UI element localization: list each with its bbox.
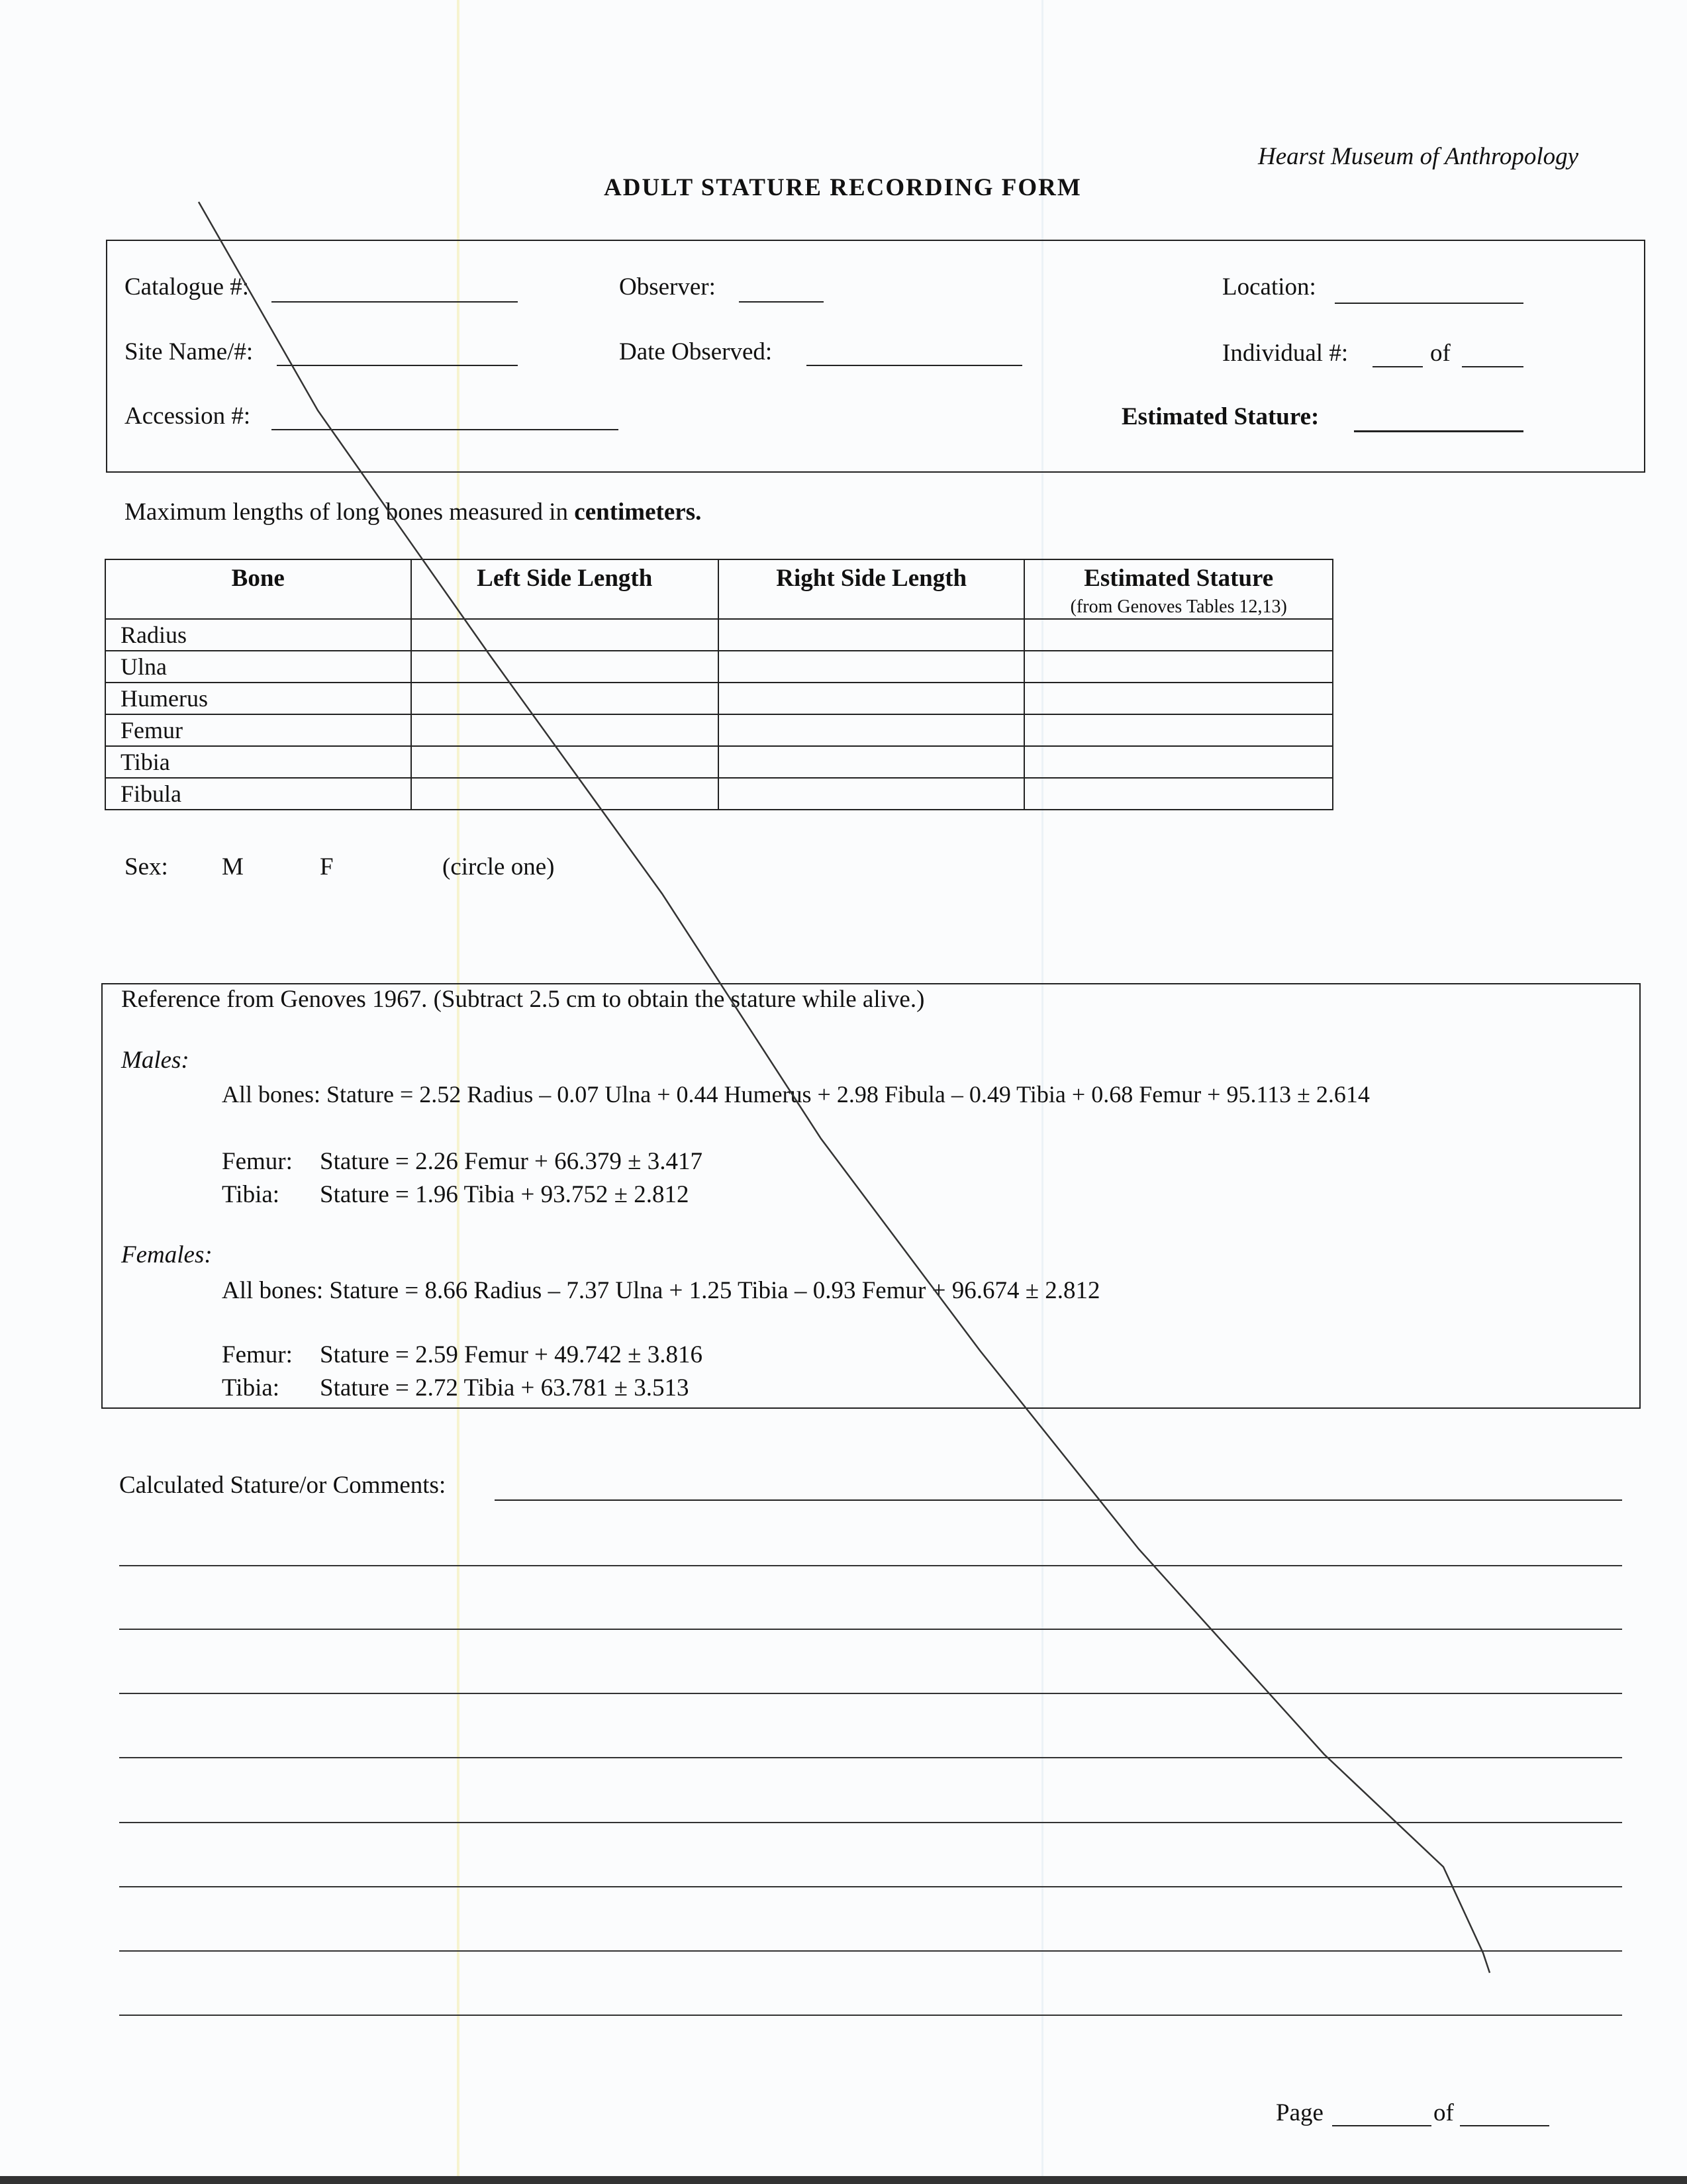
- individual-of-label: of: [1430, 340, 1451, 367]
- header-right-length-text: Right Side Length: [776, 565, 967, 592]
- catalogue-label: Catalogue #:: [124, 273, 250, 301]
- site-name-label: Site Name/#:: [124, 338, 254, 365]
- sex-note: (circle one): [442, 853, 555, 880]
- bone-name: Radius: [105, 619, 411, 651]
- bone-name: Tibia: [105, 746, 411, 778]
- page-of-label: of: [1433, 2099, 1454, 2126]
- sex-option-m[interactable]: M: [222, 853, 244, 880]
- bone-name: Femur: [105, 714, 411, 746]
- males-label: Males:: [121, 1047, 189, 1074]
- females-femur-label: Femur:: [222, 1341, 293, 1368]
- page-label: Page: [1276, 2099, 1324, 2126]
- scan-edge: [0, 2176, 1687, 2184]
- accession-label: Accession #:: [124, 403, 251, 430]
- males-femur-label: Femur:: [222, 1148, 293, 1175]
- bone-name: Humerus: [105, 683, 411, 714]
- males-femur-formula: Stature = 2.26 Femur + 66.379 ± 3.417: [320, 1148, 702, 1175]
- measure-note-text: Maximum lengths of long bones measured in: [124, 499, 569, 526]
- comments-label: Calculated Stature/or Comments:: [119, 1472, 446, 1499]
- header-left-length-text: Left Side Length: [477, 565, 653, 592]
- bone-name: Ulna: [105, 651, 411, 683]
- males-tibia-label: Tibia:: [222, 1181, 280, 1208]
- individual-label: Individual #:: [1222, 340, 1349, 367]
- females-tibia-label: Tibia:: [222, 1374, 280, 1401]
- form-title: ADULT STATURE RECORDING FORM: [604, 174, 1082, 201]
- observer-label: Observer:: [619, 273, 716, 301]
- date-observed-label: Date Observed:: [619, 338, 773, 365]
- females-label: Females:: [121, 1241, 213, 1268]
- institution-name: Hearst Museum of Anthropology: [1258, 143, 1579, 170]
- reference-title: Reference from Genoves 1967. (Subtract 2.5 cm to obtain the stature while alive.): [121, 986, 925, 1013]
- bone-name: Fibula: [105, 778, 411, 810]
- males-tibia-formula: Stature = 1.96 Tibia + 93.752 ± 2.812: [320, 1181, 689, 1208]
- sex-option-f[interactable]: F: [320, 853, 334, 880]
- measure-unit: centimeters.: [574, 499, 702, 526]
- header-estimated-stature-text: Estimated Stature: [1084, 565, 1274, 592]
- header-bone-text: Bone: [231, 565, 285, 592]
- females-femur-formula: Stature = 2.59 Femur + 49.742 ± 3.816: [320, 1341, 702, 1368]
- males-all-bones-formula: All bones: Stature = 2.52 Radius – 0.07 Ulna + 0.44 Humerus + 2.98 Fibula – 0.49 Tibia + 0.68 Femur + 95.113 ± 2.614: [222, 1081, 1370, 1108]
- females-all-bones-formula: All bones: Stature = 8.66 Radius – 7.37 Ulna + 1.25 Tibia – 0.93 Femur + 96.674 ± 2.812: [222, 1277, 1100, 1304]
- sex-label: Sex:: [124, 853, 168, 880]
- location-label: Location:: [1222, 273, 1316, 301]
- females-tibia-formula: Stature = 2.72 Tibia + 63.781 ± 3.513: [320, 1374, 689, 1401]
- estimated-stature-label: Estimated Stature:: [1122, 403, 1320, 430]
- header-estimated-stature-sub: (from Genoves Tables 12,13): [1070, 596, 1287, 617]
